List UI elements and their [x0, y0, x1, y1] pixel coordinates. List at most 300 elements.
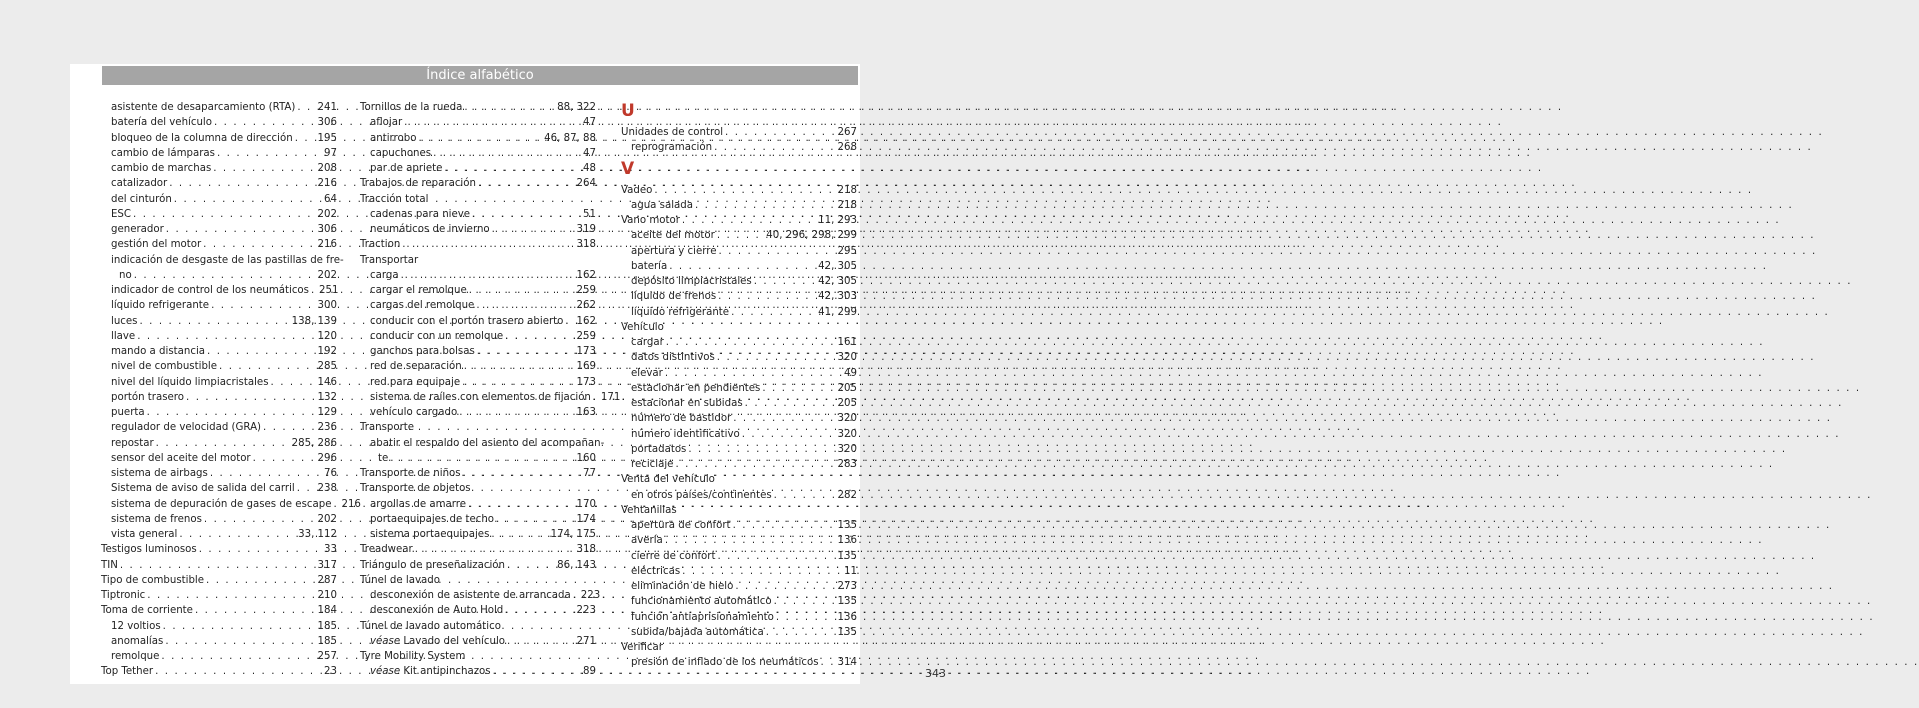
page-reference: 185	[317, 635, 337, 647]
section-letter-u: U	[621, 101, 635, 121]
page-reference: 205	[837, 382, 857, 394]
index-entry-label: antirrobo	[370, 132, 417, 144]
index-entry	[360, 405, 596, 420]
index-entry-label: cierre de confort	[631, 550, 716, 562]
index-entry	[360, 527, 596, 542]
leader-dots	[165, 634, 315, 649]
index-entry	[101, 131, 337, 146]
leader-dots	[665, 366, 842, 381]
index-entry	[360, 603, 596, 618]
index-entry	[621, 594, 857, 609]
index-entry-text: Lavado del vehículo	[403, 635, 506, 647]
page-reference: 257	[317, 651, 337, 662]
index-entry-label: sistema de airbags	[111, 468, 208, 479]
index-entry-label: conducir con un remolque	[370, 330, 504, 342]
leader-dots	[156, 436, 290, 451]
leader-dots	[120, 558, 316, 573]
leader-dots	[733, 411, 835, 426]
leader-dots	[476, 298, 574, 313]
index-entry	[621, 350, 857, 365]
page-reference: 208	[317, 163, 337, 174]
page-reference: 120	[317, 330, 337, 342]
page-reference: 77	[583, 468, 596, 479]
index-entry-label: Top Tether	[101, 666, 154, 678]
leader-dots	[565, 314, 574, 329]
page-reference: 42, 303	[818, 291, 857, 303]
index-entry-label: ganchos para bolsas	[370, 346, 475, 357]
index-entry-label: luces	[111, 315, 138, 327]
index-entry-label	[370, 664, 491, 679]
index-entry	[101, 359, 337, 374]
index-entry-label: regulador de velocidad (GRA)	[111, 422, 262, 434]
page-reference: 86, 143	[557, 559, 596, 571]
index-entry	[621, 320, 857, 335]
index-entry	[621, 442, 857, 457]
page-reference: 174	[576, 513, 596, 525]
leader-dots	[219, 359, 316, 374]
index-entry	[621, 457, 857, 472]
index-entry	[360, 619, 596, 634]
index-column-3	[621, 100, 857, 671]
index-entry-label: líquido de frenos	[631, 291, 717, 303]
leader-dots	[211, 298, 315, 313]
index-entry-label: Triángulo de preseñalización	[360, 559, 505, 571]
page-reference: 210	[317, 590, 337, 601]
leader-dots	[174, 192, 322, 207]
index-entry-label: indicación de desgaste de las pastillas de fre-	[111, 254, 344, 266]
leader-dots	[695, 198, 836, 213]
page-reference: 162	[576, 269, 596, 281]
page-number: 343	[925, 667, 946, 680]
page-reference: 295	[837, 245, 857, 257]
index-entry-label: sistema de depuración de gases de escape	[111, 498, 332, 510]
index-entry	[101, 161, 337, 176]
index-entry	[360, 314, 596, 329]
leader-dots	[669, 259, 816, 274]
leader-dots	[253, 451, 316, 466]
page-reference: 76	[324, 468, 337, 479]
leader-dots	[766, 625, 836, 640]
page-reference: 320	[837, 352, 857, 364]
leader-dots	[573, 588, 579, 603]
index-entry	[101, 298, 337, 313]
page-reference: 51	[583, 208, 596, 220]
leader-dots	[210, 466, 322, 481]
leader-dots	[133, 207, 316, 222]
leader-dots	[203, 237, 315, 252]
page-reference: 238	[317, 483, 337, 495]
index-entry-label: en otros países/continentes	[631, 489, 772, 501]
index-entry	[360, 375, 596, 390]
index-entry-label: elevar	[631, 367, 663, 379]
index-entry	[360, 161, 596, 176]
leader-dots	[217, 146, 322, 161]
leader-dots	[666, 335, 836, 350]
page-reference: 306	[317, 117, 337, 129]
index-entry-label: vista general	[111, 529, 178, 540]
page-reference: 46, 87, 88	[544, 132, 596, 144]
leader-dots	[675, 457, 835, 472]
page-reference: 259	[576, 330, 596, 342]
index-entry	[101, 512, 337, 527]
index-entry-text: Kit antipinchazos	[403, 666, 491, 678]
index-entry-label: conducir con el portón trasero abierto	[370, 315, 564, 327]
leader-dots	[147, 405, 316, 420]
page-reference: 48	[583, 163, 596, 174]
index-entry-label: Verificar	[621, 642, 663, 653]
index-entry	[101, 527, 337, 542]
index-entry	[621, 640, 857, 655]
leader-dots	[665, 533, 836, 548]
page-reference: 135	[837, 626, 857, 638]
page-reference: 146	[317, 376, 337, 388]
index-entry-label: repostar	[111, 437, 154, 449]
leader-dots	[688, 442, 835, 457]
page-reference: 160	[576, 452, 596, 464]
index-entry	[621, 427, 857, 442]
page-reference: 251	[318, 285, 339, 296]
leader-dots	[199, 542, 322, 557]
leader-dots	[166, 222, 316, 237]
index-entry-label: TIN	[101, 559, 118, 571]
index-entry	[360, 146, 596, 161]
leader-dots	[507, 558, 555, 573]
leader-dots	[682, 564, 842, 579]
index-entry-label: portón trasero	[111, 391, 185, 403]
index-entry	[101, 344, 337, 359]
index-entry-label: mando a distancia	[111, 346, 206, 357]
index-entry-label: llave	[111, 330, 136, 342]
index-entry-label: catalizador	[111, 178, 168, 190]
index-entry	[101, 329, 337, 344]
page-reference: 163	[576, 407, 596, 418]
index-entry	[101, 573, 337, 588]
page-reference: 314	[837, 657, 857, 669]
page-reference: 97	[324, 147, 337, 159]
leader-dots	[472, 207, 581, 222]
index-entry	[621, 228, 857, 243]
index-entry-label: argollas de amarre	[370, 498, 467, 510]
page-reference: 171	[600, 391, 621, 403]
leader-dots	[733, 518, 836, 533]
leader-dots	[169, 176, 315, 191]
index-entry-label: número de bastidor	[631, 413, 732, 425]
leader-dots	[477, 344, 575, 359]
leader-dots	[682, 213, 816, 228]
index-entry-label: Tipo de combustible	[101, 574, 205, 586]
index-entry	[101, 497, 361, 512]
index-entry	[621, 381, 857, 396]
index-entry	[101, 146, 337, 161]
page-reference: 173	[576, 346, 596, 357]
index-entry	[101, 420, 337, 435]
index-entry	[360, 649, 596, 664]
page-reference: 195	[317, 132, 337, 144]
leader-dots	[496, 512, 575, 527]
index-entry-label: te	[378, 452, 389, 464]
index-entry-label: Vadeo	[621, 184, 653, 196]
section-letter-v: V	[621, 158, 635, 179]
leader-dots	[717, 350, 836, 365]
index-entry-label: agua salada	[631, 199, 693, 211]
index-entry-label: Vehículo	[621, 321, 664, 333]
page-reference: 135	[837, 520, 857, 531]
page-reference: 287	[317, 574, 337, 586]
index-entry-label: Vano motor	[621, 215, 680, 226]
leader-dots	[492, 222, 575, 237]
page-reference: 185	[317, 620, 337, 632]
index-entry-label: no	[119, 269, 132, 281]
page-reference: 216	[317, 239, 337, 251]
index-entry-label: generador	[111, 224, 164, 235]
leader-dots	[717, 228, 764, 243]
page-reference: 23	[324, 666, 337, 678]
leader-dots	[147, 588, 315, 603]
index-entry-label: nivel del líquido limpiacristales	[111, 376, 269, 388]
index-entry-label: desconexión de asistente de arrancada	[370, 590, 571, 601]
page-reference: 138, 139	[291, 315, 337, 327]
page-reference: 42, 305	[818, 260, 857, 272]
page-reference: 282	[837, 489, 857, 501]
index-entry-label: puerta	[111, 407, 145, 418]
index-entry	[101, 207, 337, 222]
leader-dots	[163, 619, 316, 634]
page-reference: 218	[837, 184, 857, 196]
index-entry	[101, 100, 337, 115]
index-entry-label: Traction	[360, 239, 401, 251]
index-entry	[360, 558, 596, 573]
leader-dots	[402, 237, 574, 252]
page-reference: 11	[844, 565, 857, 577]
index-entry	[621, 472, 857, 487]
index-entry-label: vehículo cargado	[370, 407, 458, 418]
page-reference: 202	[317, 208, 337, 220]
header-title: Índice alfabético	[426, 68, 534, 83]
page-reference: 11, 293	[818, 215, 857, 226]
index-entry	[101, 588, 337, 603]
index-entry-label: estacionar en pendientes	[631, 382, 761, 394]
index-entry-label: bloqueo de la columna de dirección	[111, 132, 293, 144]
index-entry-label: desconexión de Auto Hold	[370, 605, 504, 617]
index-column-1	[101, 100, 361, 680]
page-reference: 174, 175	[550, 529, 596, 540]
index-entry-label: cargar el remolque	[370, 285, 467, 296]
index-entry-label: Ventanillas	[621, 504, 677, 516]
index-entry-label: capuchones	[370, 147, 432, 159]
page-reference: 169	[576, 361, 596, 373]
page-reference: 223	[580, 590, 601, 601]
page-reference: 136	[837, 611, 857, 623]
index-entry	[360, 222, 596, 237]
index-entry-label: Túnel de lavado	[360, 574, 440, 586]
page-reference: 300	[317, 300, 337, 312]
leader-dots	[491, 527, 548, 542]
leader-dots	[311, 283, 317, 298]
index-entry-label: Sistema de aviso de salida del carril	[111, 483, 295, 495]
leader-dots	[745, 396, 836, 411]
index-entry	[101, 390, 337, 405]
index-entry	[360, 420, 596, 435]
index-entry-label: anomalías	[111, 635, 164, 647]
page-reference: 320	[837, 428, 857, 440]
index-entry	[101, 603, 337, 618]
leader-dots	[464, 100, 555, 115]
index-entry	[360, 588, 601, 603]
leader-dots	[459, 405, 574, 420]
leader-dots	[468, 497, 575, 512]
index-entry	[360, 253, 596, 268]
index-entry-label: remolque	[111, 651, 160, 662]
leader-dots	[774, 594, 836, 609]
leader-dots	[263, 420, 316, 435]
leader-dots	[271, 375, 316, 390]
page-reference: 42, 305	[818, 276, 857, 287]
index-entry	[101, 222, 337, 237]
page-reference: 64	[324, 193, 337, 205]
index-entry	[360, 481, 596, 496]
index-entry	[621, 564, 857, 579]
leader-dots	[404, 115, 581, 130]
index-entry-label: batería del vehículo	[111, 117, 212, 129]
index-entry-label: cambio de lámparas	[111, 147, 215, 159]
page-reference: 40, 296, 298, 299	[766, 230, 857, 242]
index-entry	[621, 366, 857, 381]
index-entry	[101, 314, 337, 329]
index-entry-label: Transporte de objetos	[360, 483, 471, 495]
index-entry-label: gestión del motor	[111, 239, 202, 251]
index-entry	[621, 259, 857, 274]
index-entry	[101, 176, 337, 191]
index-entry-label: cargas del remolque	[370, 300, 475, 312]
leader-dots	[195, 603, 316, 618]
page-reference: 285, 286	[291, 437, 337, 449]
index-entry	[101, 649, 337, 664]
page-reference: 296	[317, 452, 337, 464]
leader-dots	[204, 512, 316, 527]
index-entry-label: red de separación	[370, 361, 462, 373]
index-entry-label: Tyre Mobility System	[360, 651, 466, 662]
leader-dots	[469, 283, 575, 298]
index-entry	[101, 237, 337, 252]
page-reference: 132	[317, 391, 337, 403]
index-entry-label: subida/bajada automática	[631, 626, 764, 638]
page-reference: 135	[837, 550, 857, 562]
index-entry	[101, 634, 337, 649]
page-reference: 320	[837, 443, 857, 455]
page-reference: 47	[583, 147, 596, 159]
page-reference: 320	[837, 413, 857, 425]
page-reference: 129	[317, 407, 337, 418]
index-entry	[621, 125, 857, 140]
leader-dots	[717, 549, 835, 564]
index-entry	[360, 176, 596, 191]
see-also-marker: véase	[370, 635, 401, 647]
page-reference: 173	[576, 376, 596, 388]
leader-dots	[478, 176, 575, 191]
index-entry	[621, 533, 857, 548]
index-entry-label: indicador de control de los neumáticos	[111, 285, 309, 296]
leader-dots	[731, 305, 816, 320]
index-entry-label: asistente de desaparcamiento (RTA)	[111, 102, 296, 113]
index-entry-label: cadenas para nieve	[370, 208, 471, 220]
index-entry-label: del cinturón	[111, 193, 172, 205]
index-entry	[621, 610, 857, 625]
see-also-marker: véase	[370, 666, 401, 678]
leader-dots	[295, 131, 316, 146]
index-entry	[621, 183, 857, 198]
leader-dots	[179, 527, 296, 542]
page-reference: 319	[576, 224, 596, 235]
page-header	[102, 66, 858, 85]
index-entry-label: líquido refrigerante	[631, 306, 730, 318]
index-entry	[621, 488, 857, 503]
page-reference: 273	[837, 581, 857, 592]
index-entry	[101, 375, 337, 390]
leader-dots	[754, 274, 816, 289]
index-entry	[360, 100, 596, 115]
index-entry-label: batería	[631, 260, 668, 272]
index-entry	[621, 335, 857, 350]
leader-dots	[390, 451, 574, 466]
page-reference: 33	[324, 544, 337, 556]
page-reference: 271	[576, 635, 596, 647]
index-entry-label: Tiptronic	[101, 590, 146, 601]
page-reference: 192	[317, 346, 337, 357]
index-entry-label: avería	[631, 535, 663, 547]
index-entry	[621, 549, 857, 564]
index-entry-label: funcionamiento automático	[631, 596, 772, 608]
index-entry	[360, 664, 596, 679]
index-entry	[360, 298, 596, 313]
page-reference: 264	[576, 178, 596, 190]
index-entry-label: eléctricas	[631, 565, 681, 577]
index-entry	[360, 512, 596, 527]
leader-dots	[742, 427, 836, 442]
index-entry-label: reprogramación	[631, 142, 713, 154]
page-reference: 223	[576, 605, 596, 617]
index-entry-label: carga	[370, 269, 399, 281]
page-reference: 205	[837, 398, 857, 409]
leader-dots	[462, 375, 574, 390]
index-entry-label: número identificativo	[631, 428, 740, 440]
page-reference: 88, 322	[557, 102, 596, 113]
index-entry-label: eliminación de hielo	[631, 581, 734, 592]
leader-dots	[762, 381, 835, 396]
page-reference: 236	[317, 422, 337, 434]
index-entry	[360, 268, 596, 283]
index-entry-label: sensor del aceite del motor	[111, 452, 251, 464]
index-entry	[621, 140, 857, 155]
index-entry	[101, 283, 337, 298]
page-reference: 317	[317, 559, 337, 571]
section-u-entries	[621, 125, 857, 156]
page-reference: 170	[576, 498, 596, 510]
index-entry-label: Transporte	[360, 422, 415, 434]
index-entry	[101, 405, 337, 420]
page-reference: 49	[844, 367, 857, 379]
leader-dots	[297, 481, 316, 496]
leader-dots	[207, 344, 316, 359]
index-entry-label: depósito limpiacristales	[631, 276, 752, 287]
index-entry	[101, 436, 337, 451]
index-entry	[621, 198, 857, 213]
page-reference: 268	[837, 142, 857, 154]
page-reference: 161	[837, 337, 857, 348]
index-entry	[621, 213, 857, 228]
page-reference: 267	[837, 127, 857, 138]
leader-dots	[714, 140, 835, 155]
index-entry-label	[370, 634, 505, 649]
